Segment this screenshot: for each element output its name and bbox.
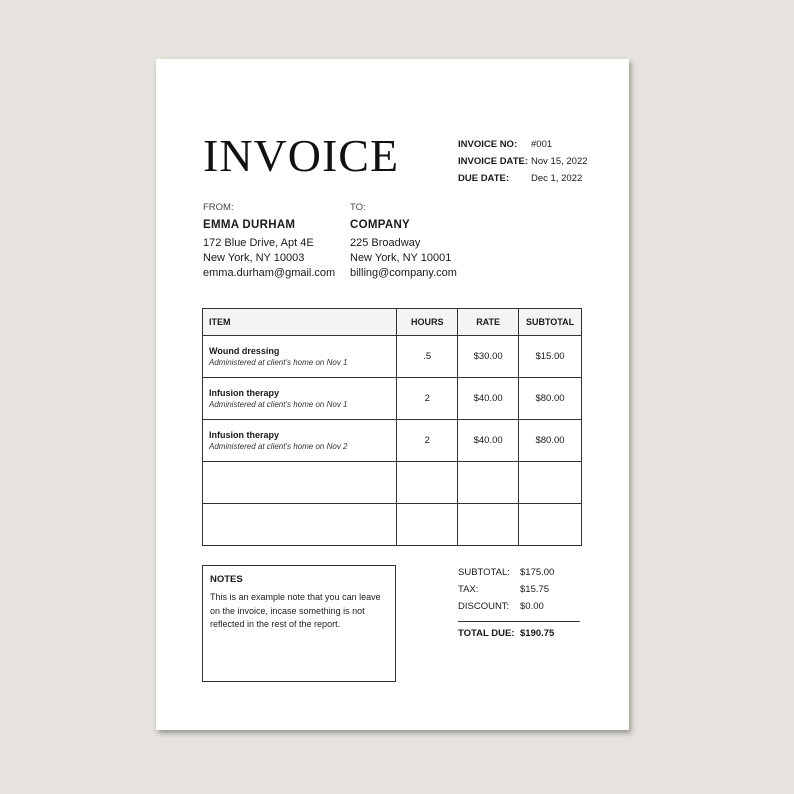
empty-cell [519, 462, 582, 504]
subtotal-value: $175.00 [520, 567, 555, 578]
empty-cell [203, 462, 397, 504]
totals-block [458, 564, 580, 642]
header-hours: HOURS [397, 309, 458, 336]
hours-cell: 2 [397, 378, 458, 420]
to-label: TO: [350, 202, 366, 213]
table-row [203, 336, 582, 378]
invoice-page [156, 59, 629, 730]
from-address-line1: 172 Blue Drive, Apt 4E [203, 237, 314, 249]
header-subtotal: SUBTOTAL [519, 309, 582, 336]
total-due-label: TOTAL DUE: [458, 628, 515, 639]
from-email: emma.durham@gmail.com [203, 267, 336, 279]
empty-table-row [203, 462, 582, 504]
from-block [203, 200, 335, 281]
table-row [203, 378, 582, 420]
items-table [202, 308, 582, 546]
rate-cell: $40.00 [458, 420, 519, 462]
tax-label: TAX: [458, 584, 479, 595]
tax-value: $15.75 [520, 584, 550, 595]
notes-label: NOTES [210, 574, 243, 585]
subtotal-cell: $80.00 [519, 378, 582, 420]
invoice-title: INVOICE [203, 130, 400, 181]
empty-cell [458, 462, 519, 504]
invoice-number-row [458, 136, 588, 153]
item-cell [203, 378, 397, 420]
from-name: EMMA DURHAM [203, 219, 296, 231]
from-address-line2: New York, NY 10003 [203, 252, 305, 264]
items-table-header [203, 309, 582, 336]
totals-divider [458, 621, 580, 622]
due-date-row [458, 170, 588, 187]
to-name: COMPANY [350, 219, 411, 231]
empty-table-row [203, 504, 582, 546]
item-cell [203, 336, 397, 378]
rate-cell: $30.00 [458, 336, 519, 378]
subtotal-label: SUBTOTAL: [458, 567, 510, 578]
notes-text: This is an example note that you can leave on the invoice, incase something is not reflected in the rest of the report. [210, 592, 381, 629]
invoice-meta [458, 136, 588, 187]
empty-cell [519, 504, 582, 546]
total-due-value: $190.75 [520, 628, 555, 639]
item-cell [203, 420, 397, 462]
empty-cell [397, 462, 458, 504]
discount-row [458, 598, 580, 615]
from-label: FROM: [203, 202, 234, 213]
item-description: Administered at client's home on Nov 1 [209, 358, 348, 367]
empty-cell [458, 504, 519, 546]
item-description: Administered at client's home on Nov 2 [209, 442, 348, 451]
discount-label: DISCOUNT: [458, 601, 510, 612]
hours-cell: 2 [397, 420, 458, 462]
subtotal-cell: $80.00 [519, 420, 582, 462]
invoice-number-label: INVOICE NO: [458, 139, 518, 150]
to-email: billing@company.com [350, 267, 457, 279]
tax-row [458, 581, 580, 598]
due-date-value: Dec 1, 2022 [531, 173, 583, 184]
item-name: Infusion therapy [209, 388, 280, 398]
header-item: ITEM [203, 309, 397, 336]
invoice-date-row [458, 153, 588, 170]
invoice-number-value: #001 [531, 139, 553, 150]
discount-value: $0.00 [520, 601, 544, 612]
invoice-date-label: INVOICE DATE: [458, 156, 529, 167]
subtotal-cell: $15.00 [519, 336, 582, 378]
item-name: Infusion therapy [209, 430, 280, 440]
item-description: Administered at client's home on Nov 1 [209, 400, 348, 409]
to-address-line2: New York, NY 10001 [350, 252, 452, 264]
empty-cell [203, 504, 397, 546]
total-due-row [458, 625, 580, 642]
rate-cell: $40.00 [458, 378, 519, 420]
due-date-label: DUE DATE: [458, 173, 510, 184]
item-name: Wound dressing [209, 346, 280, 356]
hours-cell: .5 [397, 336, 458, 378]
notes-box [202, 565, 396, 682]
subtotal-row [458, 564, 580, 581]
header-rate: RATE [458, 309, 519, 336]
invoice-date-value: Nov 15, 2022 [531, 156, 588, 167]
to-block [350, 200, 457, 281]
to-address-line1: 225 Broadway [350, 237, 421, 249]
table-row [203, 420, 582, 462]
empty-cell [397, 504, 458, 546]
